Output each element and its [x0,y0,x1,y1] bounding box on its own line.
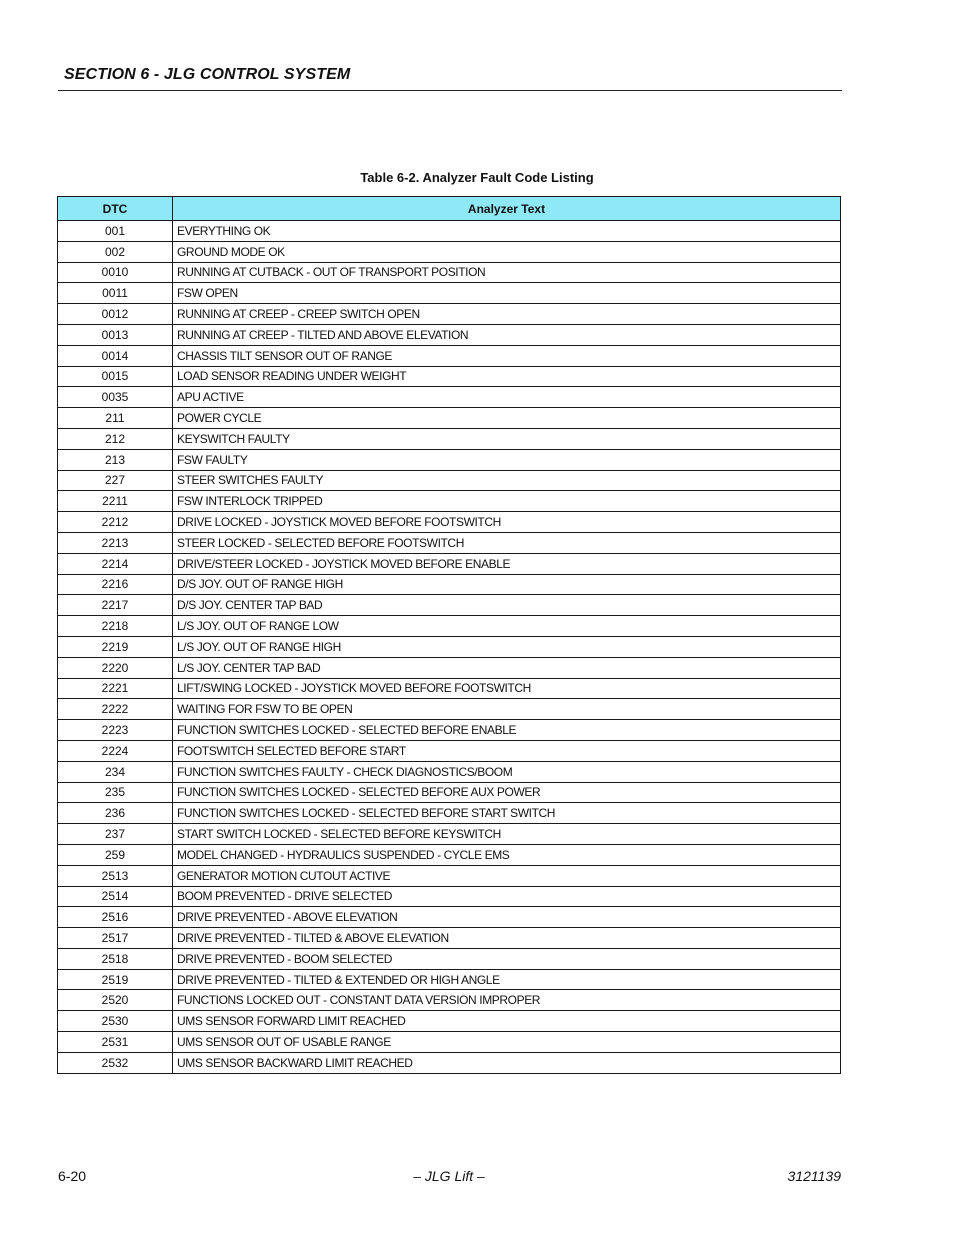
dtc-cell: 0012 [58,304,173,325]
dtc-cell: 259 [58,844,173,865]
dtc-cell: 227 [58,470,173,491]
analyzer-text-cell: MODEL CHANGED - HYDRAULICS SUSPENDED - CYCLE EMS [173,844,841,865]
table-row [58,740,841,761]
analyzer-text-cell: BOOM PREVENTED - DRIVE SELECTED [173,886,841,907]
analyzer-text-cell: D/S JOY. CENTER TAP BAD [173,595,841,616]
dtc-cell: 0014 [58,345,173,366]
page-number: 6-20 [58,1168,87,1184]
analyzer-text-cell: FSW INTERLOCK TRIPPED [173,491,841,512]
dtc-cell: 212 [58,428,173,449]
table-row [58,969,841,990]
analyzer-text-cell: FOOTSWITCH SELECTED BEFORE START [173,740,841,761]
table-row [58,824,841,845]
table-row [58,720,841,741]
table-row [58,1011,841,1032]
analyzer-text-cell: FUNCTION SWITCHES LOCKED - SELECTED BEFORE ENABLE [173,720,841,741]
dtc-cell: 2520 [58,990,173,1011]
table-row [58,1052,841,1073]
analyzer-text-cell: FSW OPEN [173,283,841,304]
dtc-cell: 213 [58,449,173,470]
dtc-cell: 001 [58,221,173,242]
dtc-cell: 2221 [58,678,173,699]
dtc-cell: 2517 [58,928,173,949]
dtc-cell: 2532 [58,1052,173,1073]
table-row [58,948,841,969]
table-row [58,699,841,720]
analyzer-text-cell: DRIVE PREVENTED - ABOVE ELEVATION [173,907,841,928]
dtc-cell: 2519 [58,969,173,990]
dtc-cell: 2218 [58,616,173,637]
dtc-cell: 234 [58,761,173,782]
analyzer-text-cell: EVERYTHING OK [173,221,841,242]
analyzer-text-cell: LIFT/SWING LOCKED - JOYSTICK MOVED BEFORE FOOTSWITCH [173,678,841,699]
table-header-row [58,197,841,221]
dtc-cell: 0013 [58,324,173,345]
column-header-dtc: DTC [58,197,173,221]
table-row [58,470,841,491]
dtc-cell: 2219 [58,636,173,657]
analyzer-text-cell: START SWITCH LOCKED - SELECTED BEFORE KEYSWITCH [173,824,841,845]
document-number: 3121139 [787,1168,841,1184]
analyzer-text-cell: DRIVE LOCKED - JOYSTICK MOVED BEFORE FOOTSWITCH [173,512,841,533]
table-row [58,553,841,574]
table-row [58,512,841,533]
dtc-cell: 2214 [58,553,173,574]
footer-brand: – JLG Lift – [413,1168,485,1184]
table-row [58,262,841,283]
analyzer-text-cell: DRIVE PREVENTED - TILTED & ABOVE ELEVATION [173,928,841,949]
table-row [58,449,841,470]
table-row [58,595,841,616]
analyzer-text-cell: RUNNING AT CREEP - TILTED AND ABOVE ELEVATION [173,324,841,345]
dtc-cell: 0010 [58,262,173,283]
dtc-cell: 235 [58,782,173,803]
dtc-cell: 0015 [58,366,173,387]
section-title: SECTION 6 - JLG CONTROL SYSTEM [64,66,351,83]
dtc-cell: 0035 [58,387,173,408]
table-row [58,657,841,678]
table-row [58,636,841,657]
table-row [58,886,841,907]
dtc-cell: 0011 [58,283,173,304]
table-row [58,844,841,865]
dtc-cell: 2531 [58,1032,173,1053]
table-row [58,616,841,637]
table-row [58,387,841,408]
dtc-cell: 2513 [58,865,173,886]
analyzer-text-cell: APU ACTIVE [173,387,841,408]
dtc-cell: 2530 [58,1011,173,1032]
analyzer-text-cell: UMS SENSOR OUT OF USABLE RANGE [173,1032,841,1053]
dtc-cell: 2212 [58,512,173,533]
dtc-cell: 2514 [58,886,173,907]
dtc-cell: 2216 [58,574,173,595]
table-row [58,574,841,595]
section-header [58,64,842,91]
table-row [58,304,841,325]
analyzer-text-cell: STEER LOCKED - SELECTED BEFORE FOOTSWITCH [173,532,841,553]
dtc-cell: 002 [58,241,173,262]
fault-code-table [57,196,841,1074]
dtc-cell: 2211 [58,491,173,512]
dtc-cell: 2213 [58,532,173,553]
analyzer-text-cell: POWER CYCLE [173,408,841,429]
dtc-cell: 237 [58,824,173,845]
analyzer-text-cell: KEYSWITCH FAULTY [173,428,841,449]
table-row [58,491,841,512]
table-row [58,241,841,262]
analyzer-text-cell: CHASSIS TILT SENSOR OUT OF RANGE [173,345,841,366]
dtc-cell: 2217 [58,595,173,616]
table-row [58,907,841,928]
analyzer-text-cell: LOAD SENSOR READING UNDER WEIGHT [173,366,841,387]
analyzer-text-cell: GROUND MODE OK [173,241,841,262]
table-body [58,221,841,1074]
analyzer-text-cell: RUNNING AT CUTBACK - OUT OF TRANSPORT POSITION [173,262,841,283]
table-row [58,865,841,886]
analyzer-text-cell: L/S JOY. CENTER TAP BAD [173,657,841,678]
dtc-cell: 2222 [58,699,173,720]
analyzer-text-cell: DRIVE PREVENTED - BOOM SELECTED [173,948,841,969]
analyzer-text-cell: FUNCTION SWITCHES LOCKED - SELECTED BEFORE AUX POWER [173,782,841,803]
analyzer-text-cell: L/S JOY. OUT OF RANGE HIGH [173,636,841,657]
table-row [58,345,841,366]
table-row [58,428,841,449]
table-row [58,990,841,1011]
table-row [58,532,841,553]
analyzer-text-cell: DRIVE/STEER LOCKED - JOYSTICK MOVED BEFORE ENABLE [173,553,841,574]
analyzer-text-cell: L/S JOY. OUT OF RANGE LOW [173,616,841,637]
dtc-cell: 211 [58,408,173,429]
dtc-cell: 236 [58,803,173,824]
dtc-cell: 2518 [58,948,173,969]
analyzer-text-cell: FUNCTION SWITCHES LOCKED - SELECTED BEFORE START SWITCH [173,803,841,824]
table-row [58,782,841,803]
table-row [58,678,841,699]
analyzer-text-cell: FUNCTION SWITCHES FAULTY - CHECK DIAGNOSTICS/BOOM [173,761,841,782]
column-header-analyzer-text: Analyzer Text [173,197,841,221]
analyzer-text-cell: RUNNING AT CREEP - CREEP SWITCH OPEN [173,304,841,325]
analyzer-text-cell: DRIVE PREVENTED - TILTED & EXTENDED OR HIGH ANGLE [173,969,841,990]
dtc-cell: 2223 [58,720,173,741]
dtc-cell: 2224 [58,740,173,761]
table-row [58,366,841,387]
table-row [58,221,841,242]
table-row [58,803,841,824]
table-row [58,408,841,429]
analyzer-text-cell: D/S JOY. OUT OF RANGE HIGH [173,574,841,595]
analyzer-text-cell: FUNCTIONS LOCKED OUT - CONSTANT DATA VERSION IMPROPER [173,990,841,1011]
analyzer-text-cell: UMS SENSOR FORWARD LIMIT REACHED [173,1011,841,1032]
table-row [58,1032,841,1053]
table-caption: Table 6-2. Analyzer Fault Code Listing [360,170,594,185]
table-row [58,324,841,345]
table-row [58,761,841,782]
analyzer-text-cell: UMS SENSOR BACKWARD LIMIT REACHED [173,1052,841,1073]
analyzer-text-cell: WAITING FOR FSW TO BE OPEN [173,699,841,720]
table-row [58,928,841,949]
analyzer-text-cell: STEER SWITCHES FAULTY [173,470,841,491]
analyzer-text-cell: GENERATOR MOTION CUTOUT ACTIVE [173,865,841,886]
analyzer-text-cell: FSW FAULTY [173,449,841,470]
table-row [58,283,841,304]
dtc-cell: 2516 [58,907,173,928]
dtc-cell: 2220 [58,657,173,678]
